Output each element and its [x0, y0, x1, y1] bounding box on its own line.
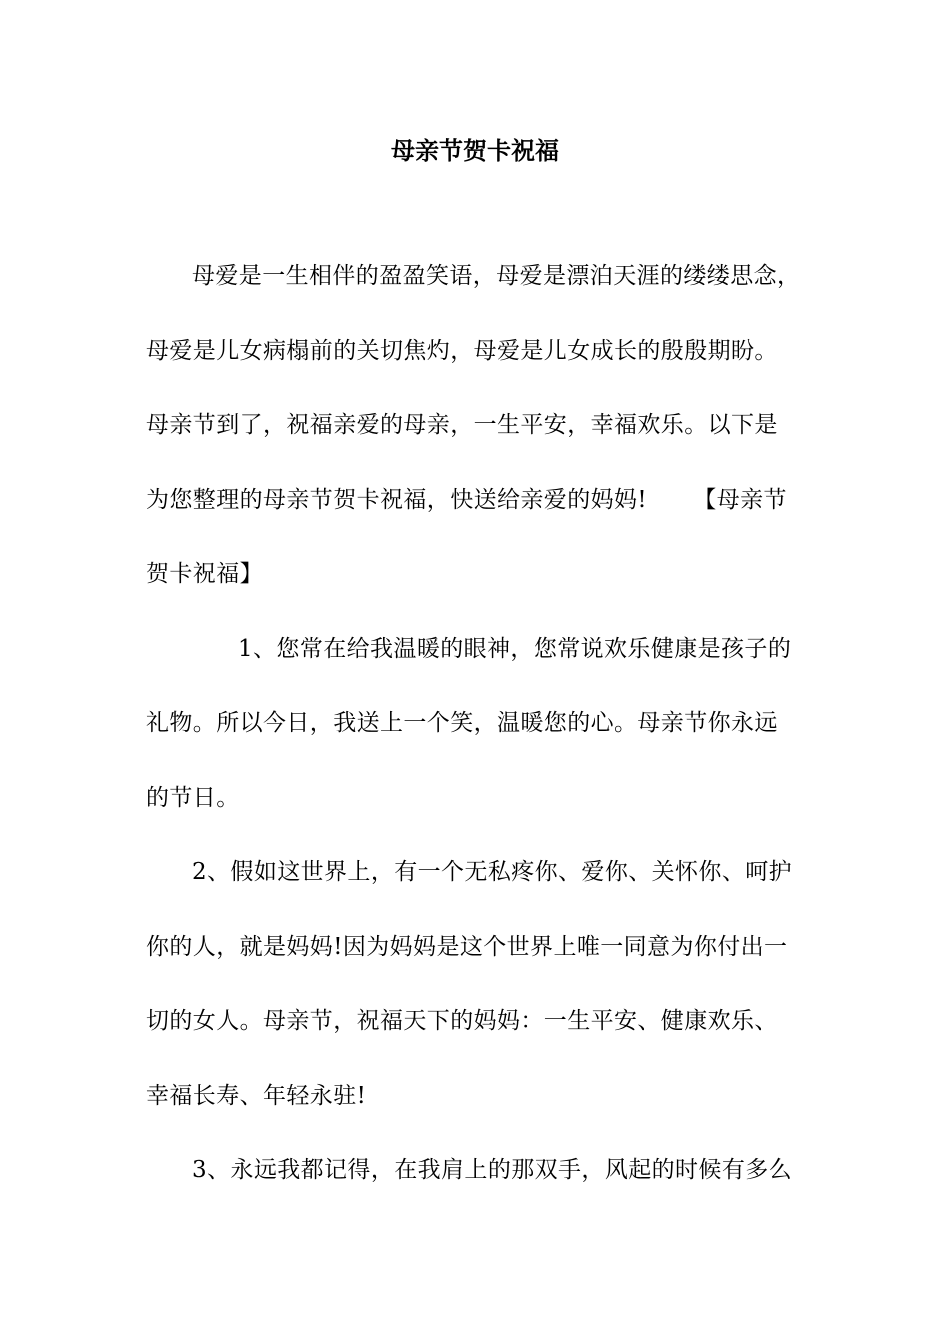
body-line: 贺卡祝福】	[146, 561, 263, 587]
body-line: 3、永远我都记得，在我肩上的那双手，风起的时候有多么	[192, 1157, 793, 1183]
body-line: 幸福长寿、年轻永驻!	[146, 1082, 367, 1109]
body-line: 为您整理的母亲节贺卡祝福，快送给亲爱的妈妈! 【母亲节	[146, 486, 787, 513]
body-line: 切的女人。母亲节，祝福天下的妈妈：一生平安、健康欢乐、	[146, 1008, 778, 1034]
body-line: 的节日。	[146, 784, 240, 811]
body-line: 你的人，就是妈妈!因为妈妈是这个世界上唯一同意为你付出一	[146, 933, 788, 960]
body-line: 1、您常在给我温暖的眼神，您常说欢乐健康是孩子的	[238, 635, 792, 662]
body-line: 母爱是一生相伴的盈盈笑语，母爱是漂泊天涯的缕缕思念，	[192, 263, 801, 289]
body-line: 母爱是儿女病榻前的关切焦灼，母爱是儿女成长的殷殷期盼。	[146, 337, 778, 364]
document-title: 母亲节贺卡祝福	[391, 136, 559, 165]
body-line: 2、假如这世界上，有一个无私疼你、爱你、关怀你、呵护	[192, 859, 793, 885]
body-line: 母亲节到了，祝福亲爱的母亲，一生平安，幸福欢乐。以下是	[146, 412, 778, 438]
document-body	[146, 254, 826, 1223]
body-line: 礼物。所以今日，我送上一个笑，温暖您的心。母亲节你永远	[146, 710, 778, 736]
